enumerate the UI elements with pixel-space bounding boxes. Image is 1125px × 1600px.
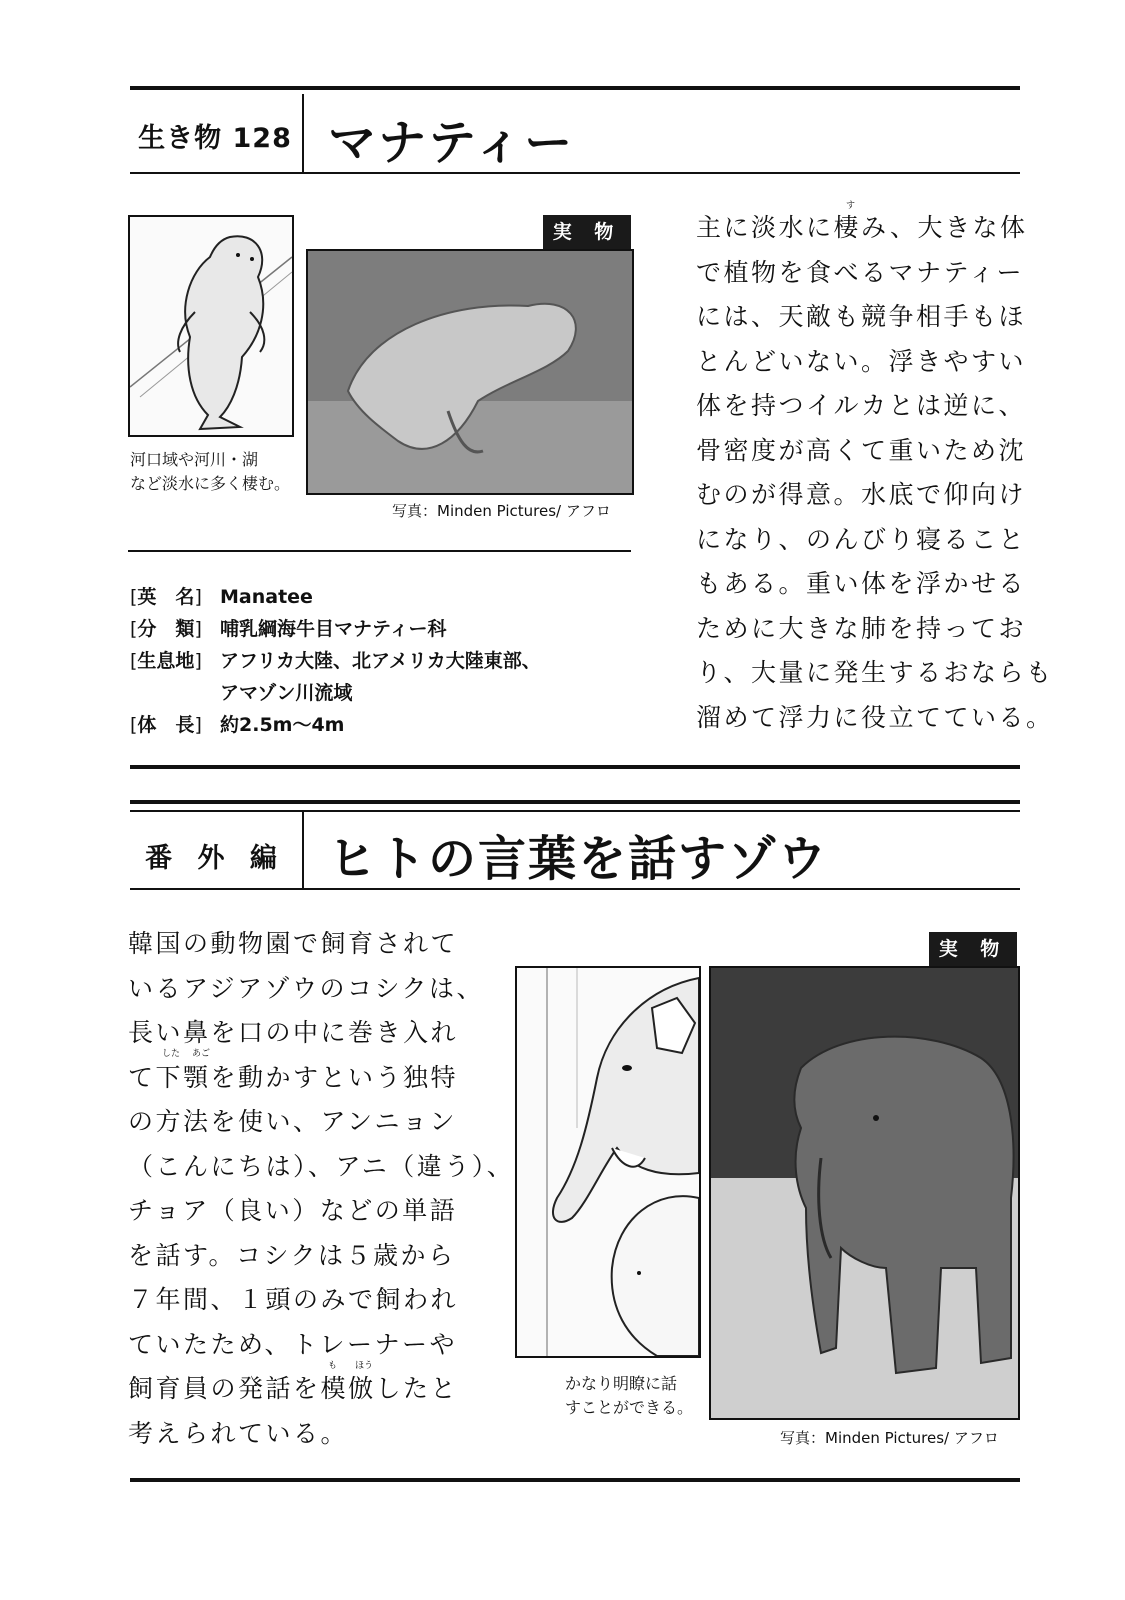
ruby-su: す (846, 201, 856, 211)
info-value: 哺乳綱海牛目マナティー科 (220, 618, 447, 640)
body-line: ために大きな肺を持ってお (696, 613, 1027, 643)
manatee-drawing (130, 217, 292, 435)
entry2-top-rule-thin (130, 810, 1020, 812)
header-underline (130, 172, 1020, 174)
info-classification (130, 614, 446, 641)
caption-line-2: など淡水に多く棲む。 (130, 474, 291, 493)
info-divider (128, 550, 631, 552)
entry2-header-separator (302, 812, 304, 888)
photo-tag: 実 物 (929, 932, 1017, 966)
body-line: 体を持つイルカとは逆に、 (696, 391, 1027, 420)
elephant-illustration (515, 966, 701, 1358)
header-separator (302, 94, 304, 172)
body-line: り、大量に発生するおならも (696, 658, 1054, 687)
body-line: の方法を使い、アンニョン (128, 1107, 458, 1136)
entry2-title: ヒトの言葉を話すゾウ (328, 831, 829, 887)
entry-number-label: 生き物 128 (138, 123, 292, 154)
info-key: [ 分 類 ] (130, 614, 220, 641)
body-line: 長い鼻を口の中に巻き入れ (128, 1018, 459, 1047)
manatee-illustration (128, 215, 294, 437)
info-english-name (130, 582, 313, 609)
entry2-top-rule (130, 800, 1020, 804)
manatee-body-text (696, 206, 1054, 740)
body-line: もある。重い体を浮かせる (696, 569, 1027, 598)
ruby-shita: した (162, 1049, 181, 1059)
ruby-hou: ほう (355, 1361, 374, 1371)
ruby-ago: あご (192, 1049, 211, 1059)
body-line: とんどいない。浮きやすい (696, 346, 1027, 376)
info-body-length (130, 710, 344, 737)
info-habitat (130, 646, 541, 673)
body-line: で植物を食べるマナティー (696, 257, 1025, 287)
body-line: を話す。コシクは５歳から (128, 1240, 456, 1270)
elephant-body-text (128, 922, 515, 1456)
info-value: 約2.5m〜4m (220, 714, 345, 736)
body-line: （こんにちは）、アニ（違う）、 (128, 1151, 515, 1181)
body-line: むのが得意。水底で仰向け (696, 480, 1027, 509)
illustration-caption (565, 1372, 705, 1420)
info-value: Manatee (220, 586, 313, 608)
body-line: チョア（良い）などの単語 (128, 1196, 458, 1225)
body-line: 飼育員の発話を模倣したと (128, 1374, 459, 1403)
extra-edition-label: 番 外 編 (145, 843, 285, 874)
body-line: て下顎を動かすという独特 (128, 1062, 459, 1092)
body-line: 主に淡水に棲み、大きな体 (696, 213, 1028, 242)
body-line: 溜めて浮力に役立てている。 (696, 702, 1054, 732)
ruby-mo: も (328, 1361, 338, 1371)
elephant-photo (709, 966, 1020, 1420)
caption-line-1: 河口域や河川・湖 (130, 450, 259, 469)
entry1-bottom-rule (130, 765, 1020, 769)
caption-line-1: かなり明瞭に話 (565, 1374, 678, 1393)
info-key: [ 英 名 ] (130, 582, 220, 609)
body-line: 骨密度が高くて重いため沈 (696, 435, 1027, 465)
manatee-photo-shape (308, 251, 632, 493)
manatee-photo (306, 249, 634, 495)
elephant-manga-drawing (517, 968, 699, 1356)
photo-tag: 実 物 (543, 215, 631, 249)
info-key: [ 体 長 ] (130, 710, 220, 737)
body-line: ていたため、トレーナーや (128, 1329, 458, 1359)
info-value: アフリカ大陸、北アメリカ大陸東部、 (220, 650, 541, 672)
body-line: には、天敵も競争相手もほ (696, 302, 1027, 331)
photo-credit: 写真：Minden Pictures/ アフロ (392, 502, 611, 520)
illustration-caption (130, 448, 300, 496)
top-rule (130, 86, 1020, 90)
entry-title: マナティー (328, 115, 575, 171)
caption-line-2: すことができる。 (565, 1398, 694, 1417)
info-value: アマゾン川流域 (220, 682, 353, 704)
info-habitat-cont (220, 678, 352, 705)
body-line: になり、のんびり寝ること (696, 524, 1027, 554)
body-line: 考えられている。 (128, 1418, 349, 1448)
elephant-photo-shape (711, 968, 1018, 1418)
body-line: ７年間、１頭のみで飼われ (128, 1285, 459, 1314)
photo-credit: 写真：Minden Pictures/ アフロ (780, 1429, 999, 1447)
body-line: いるアジアゾウのコシクは、 (128, 973, 485, 1003)
body-line: 韓国の動物園で飼育されて (128, 929, 459, 958)
info-key: [ 生息地 ] (130, 646, 220, 673)
page-bottom-rule (130, 1478, 1020, 1482)
